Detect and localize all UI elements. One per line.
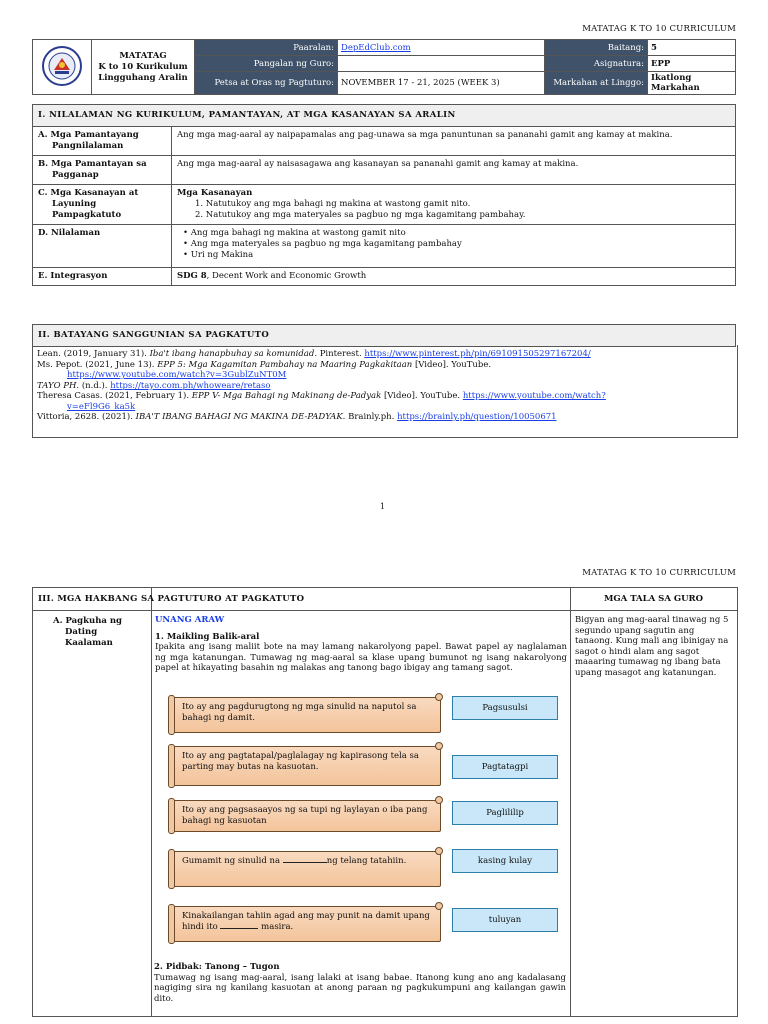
review-question-1: Ito ay ang pagdurugtong ng mga sinulid na naputol sa bahagi ng damit. (171, 697, 441, 733)
reference-4-link-row (33, 402, 737, 413)
section-3-heading: III. MGA HAKBANG SA PAGTUTURO AT PAGKATUTO (38, 594, 305, 604)
row-d-label: D. Nilalaman (33, 225, 172, 268)
column-divider (570, 588, 571, 1016)
section-1-table (32, 104, 736, 286)
reference-5: Vittoria, 2628. (2021). IBA'T IBANG BAHAGI NG MAKINA DE-PADYAK. Brainly.ph. https://brainly.ph/question/10050671 (37, 412, 557, 422)
d-item-2: • Ang mga materyales sa pagbuo ng mga kagamitang pambahay (183, 239, 462, 249)
markahan-value: Ikatlong Markahan (648, 72, 736, 95)
curriculum-label: MATATAG K TO 10 CURRICULUM (582, 24, 736, 34)
c-item-1: 1. Natutukoy ang mga bahagi ng makina at wastong gamit nito. (195, 199, 471, 209)
fill-blank (283, 862, 327, 863)
step-2-block (154, 962, 566, 1004)
row-divider (33, 610, 737, 611)
lesson-steps (155, 615, 567, 674)
deped-seal-icon (42, 46, 82, 86)
reference-1: Lean. (2019, January 31). Iba't ibang hanapbuhay sa komunidad. Pinterest. https://www.pinterest.ph/pin/691091505297167204/ (37, 349, 591, 359)
review-question-3: Ito ay ang pagsasaayos ng sa tupi ng laylayan o iba pang bahagi ng kasuotan (171, 800, 441, 832)
review-question-5: Kinakailangan tahiin agad ang may punit na damit upang hindi ito masira. (171, 906, 441, 942)
reference-4-link-cont[interactable]: v=eFl9G6_ka5k (67, 401, 136, 412)
c-title: Mga Kasanayan (177, 188, 253, 198)
step-2-text: Tumawag ng isang mag-aaral, isang lalaki at isang babae. Itanong kung ano ang kadalasang nagiging sira ng kanilang kasuotan at anong paraan ng pagkukumpuni ang kailangan gawin dito. (154, 972, 566, 1004)
lesson-title: MATATAG K to 10 Kurikulum Lingguhang Aralin (92, 40, 195, 95)
references-list (32, 345, 738, 438)
day-label: UNANG ARAW (155, 615, 225, 625)
c-item-2: 2. Natutukoy ang mga materyales sa pagbuo ng mga kagamitang pambahay. (195, 210, 526, 220)
paaralan-link[interactable]: DepEdClub.com (341, 42, 411, 53)
baitang-value: 5 (648, 40, 736, 56)
review-answer-5: tuluyan (452, 908, 558, 932)
guro-label: Pangalan ng Guro: (195, 56, 338, 72)
teacher-notes: Bigyan ang mag-aaral tinawag ng 5 segundo upang sagutin ang tanaong. Kung mali ang ibinigay na sagot o hindi alam ang sagot maaaring tumawag ng ibang bata upang masagot ang katanungan. (575, 615, 729, 678)
reference-4-link[interactable]: https://www.youtube.com/watch? (462, 391, 606, 401)
lesson-header-table (32, 39, 736, 95)
row-d-text (172, 225, 736, 268)
reference-4: Theresa Casas. (2021, February 1). EPP V- Mga Bahagi ng Makinang de-Padyak [Video]. YouTube. https://www.youtube.com/watch? (37, 391, 606, 401)
review-answer-3: Paglililip (452, 801, 558, 825)
reference-2-link[interactable]: https://www.youtube.com/watch?v=3GublZuNT0M (67, 370, 287, 380)
review-question-2: Ito ay ang pagtatapal/paglalagay ng kapirasong tela sa parting may butas na kasuotan. (171, 746, 441, 786)
review-answer-4: kasing kulay (452, 849, 558, 873)
reference-5-link[interactable]: https://brainly.ph/question/10050671 (397, 412, 557, 422)
petsa-value: NOVEMBER 17 - 21, 2025 (WEEK 3) (338, 72, 545, 95)
row-c-label: C. Mga Kasanayan at Layuning Pampagkatuto (33, 185, 172, 225)
step-1-title: 1. Maikling Balik-aral (155, 631, 260, 642)
asignatura-value: EPP (648, 56, 736, 72)
markahan-label: Markahan at Linggo: (545, 72, 648, 95)
asignatura-label: Asignatura: (545, 56, 648, 72)
row-a-label: A. Pagkuha ng Dating Kaalaman (53, 616, 122, 648)
guro-value (338, 56, 545, 72)
row-b-text: Ang mga mag-aaral ay naisasagawa ang kasanayan sa pananahi gamit ang kamay at makina. (172, 156, 736, 185)
row-a-label: A. Mga Pamantayang Pangnilalaman (33, 127, 172, 156)
deped-seal-cell (33, 40, 92, 95)
row-b-label: B. Mga Pamantayan sa Pagganap (33, 156, 172, 185)
row-a-text: Ang mga mag-aaral ay naipapamalas ang pag-unawa sa mga panuntunan sa pananahi gamit ang kamay at makina. (172, 127, 736, 156)
column-divider (151, 588, 152, 1016)
reference-3-link[interactable]: https://tayo.com.ph/whoweare/retaso (110, 380, 271, 391)
paaralan-label: Paaralan: (195, 40, 338, 56)
reference-1-link[interactable]: https://www.pinterest.ph/pin/691091505297167204/ (364, 349, 591, 359)
review-answer-2: Pagtatagpi (452, 755, 558, 779)
section-2-table (32, 324, 736, 347)
section-2-heading: II. BATAYANG SANGGUNIAN SA PAGKATUTO (33, 325, 736, 347)
row-e-text: SDG 8, Decent Work and Economic Growth (172, 268, 736, 286)
reference-2-link-row (33, 370, 737, 381)
reference-3: TAYO PH. (n.d.). https://tayo.com.ph/whoweare/retaso (37, 380, 271, 391)
petsa-label: Petsa at Oras ng Pagtuturo: (195, 72, 338, 95)
d-item-1: • Ang mga bahagi ng makina at wastong gamit nito (183, 228, 406, 238)
d-item-3: • Uri ng Makina (183, 250, 254, 260)
step-1-text: Ipakita ang isang maliit bote na may lamang nakarolyong papel. Bawat papel ay naglalaman ng mga katanungan. Tumawag ng mag-aaral sa klase upang bumunot ng isang nakarolyong papel at hikayating basahin ng malakas ang tanong bago ibigay ang tamang sagot. (155, 642, 567, 673)
baitang-label: Baitang: (545, 40, 648, 56)
notes-heading: MGA TALA SA GURO (603, 594, 704, 604)
review-answer-1: Pagsusulsi (452, 696, 558, 720)
row-c-text (172, 185, 736, 225)
row-e-label: E. Integrasyon (33, 268, 172, 286)
section-1-heading: I. NILALAMAN NG KURIKULUM, PAMANTAYAN, AT MGA KASANAYAN SA ARALIN (33, 105, 736, 127)
fill-blank (220, 928, 258, 929)
page-number: 1 (380, 502, 386, 511)
step-2-title: 2. Pidbak: Tanong – Tugon (154, 962, 280, 972)
paaralan-value (338, 40, 545, 56)
review-question-4: Gumamit ng sinulid na ng telang tatahiin. (171, 851, 441, 887)
reference-2: Ms. Pepot. (2021, June 13). EPP 5: Mga Kagamitan Pambahay na Maaring Pagkakitaan [Video]. YouTube. (37, 359, 492, 370)
curriculum-label-page-2: MATATAG K TO 10 CURRICULUM (582, 568, 736, 578)
